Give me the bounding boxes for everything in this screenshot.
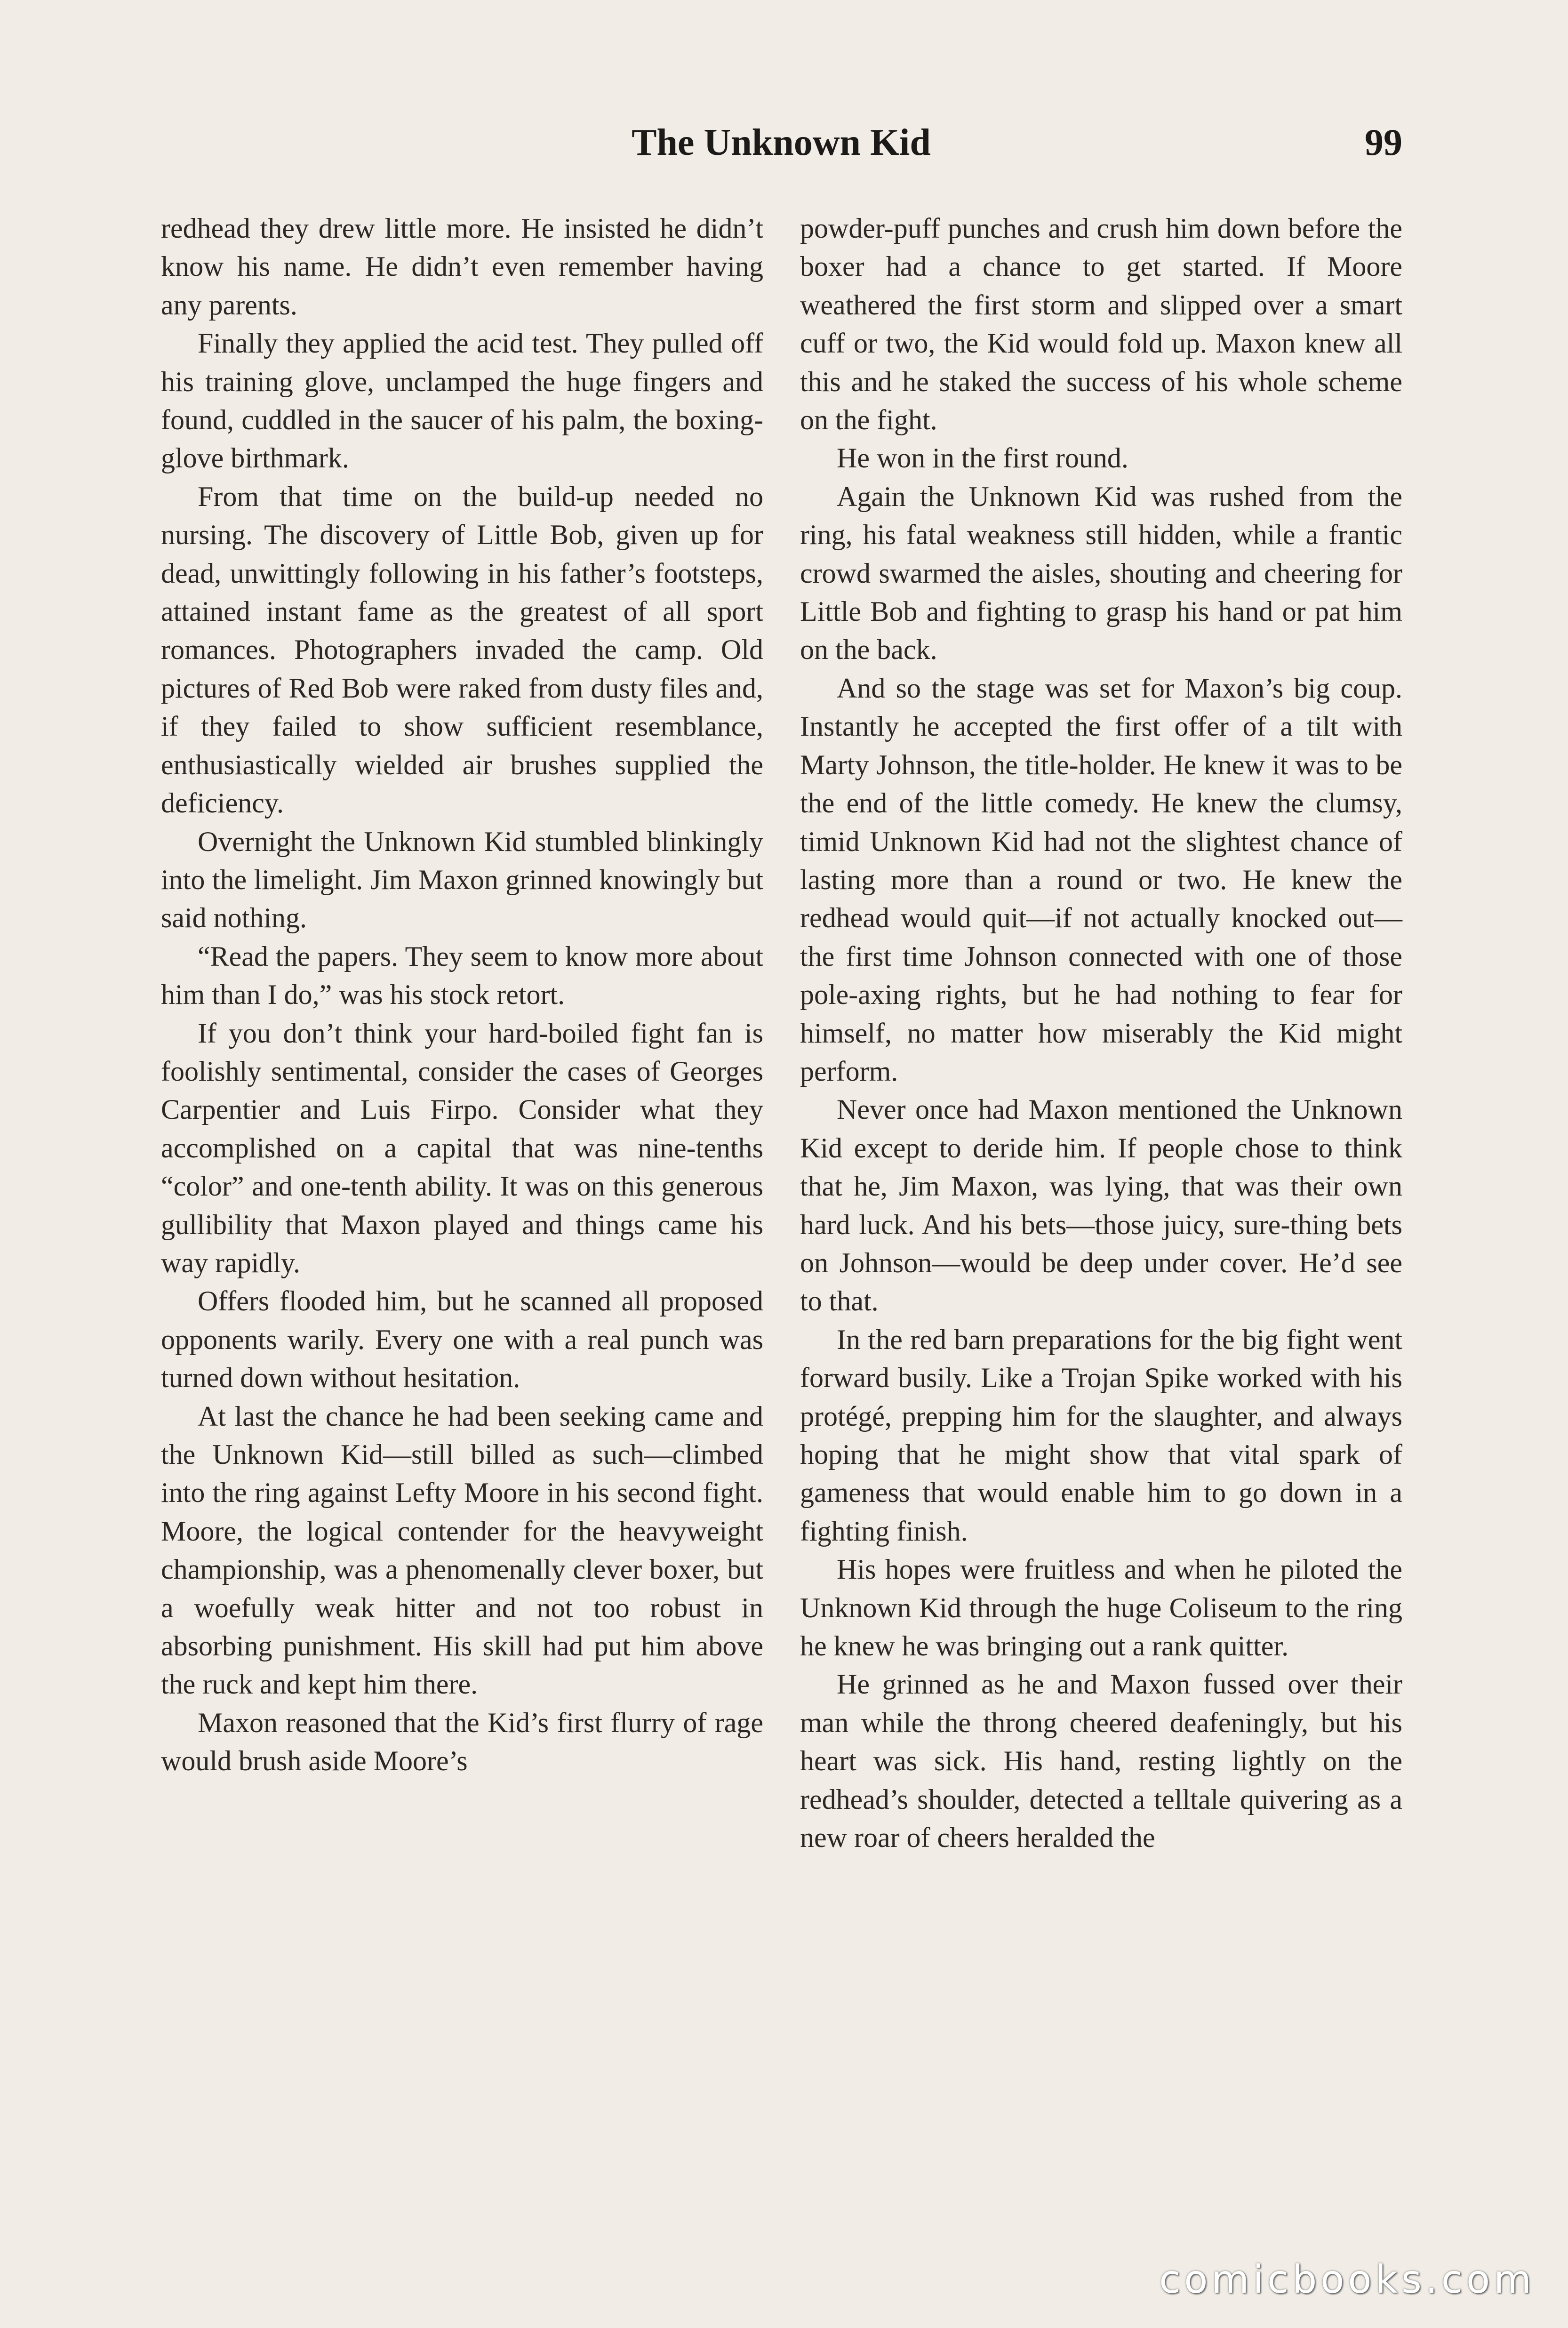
paragraph: And so the stage was set for Maxon’s big coup. Instantly he accepted the first offer of a tilt with Marty Johnson, the title-holder. He knew it was to be the end of the little comedy. He knew the clumsy, timid Unknown Kid had not the slightest chance of lasting more than a round or two. He knew the redhead would quit—if not actually knocked out—the first time Johnson connected with one of those pole-axing rights, but he had nothing to fear for himself, no matter how miserably the Kid might perform.	[800, 672, 1402, 1087]
paragraph: He won in the first round.	[837, 442, 1128, 474]
paragraph: powder-puff punches and crush him down before the boxer had a chance to get started. If Moore weathered the first storm and slipped over a smart cuff or two, the Kid would fold up. Maxon knew all this and he staked the success of his whole scheme on the fight.	[800, 213, 1402, 436]
paragraph: Again the Unknown Kid was rushed from the ring, his fatal weakness still hidden, while a frantic crowd swarmed the aisles, shouting and cheering for Little Bob and fighting to grasp his hand or pat him on the back.	[800, 481, 1402, 666]
paragraph: Maxon reasoned that the Kid’s first flurry of rage would brush aside Moore’s	[161, 1707, 763, 1777]
page-number: 99	[1365, 122, 1402, 163]
paragraph: At last the chance he had been seeking came and the Unknown Kid—still billed as such—climbed into the ring against Lefty Moore in his second fight. Moore, the logical contender for the heavyweight championship, was a phenomenally clever boxer, but a woefully weak hitter and not too robust in absorbing punishment. His skill had put him above the ruck and kept him there.	[161, 1400, 763, 1700]
paragraph: In the red barn preparations for the big fight went forward busily. Like a Trojan Spike worked with his protégé, prepping him for the slaughter, and always hoping that he might show that vital spark of gameness that would enable him to go down in a fighting finish.	[800, 1324, 1402, 1547]
paragraph: From that time on the build-up needed no nursing. The discovery of Little Bob, given up for dead, unwittingly following in his father’s footsteps, attained instant fame as the greatest of all sport romances. Photographers invaded the camp. Old pictures of Red Bob were raked from dusty files and, if they failed to show sufficient resemblance, enthusiastically wielded air brushes supplied the deficiency.	[161, 481, 763, 819]
paragraph: Never once had Maxon mentioned the Unknown Kid except to deride him. If people chose to think that he, Jim Maxon, was lying, that was their own hard luck. And his bets—those juicy, sure-thing bets on Johnson—would be deep under cover. He’d see to that.	[800, 1094, 1402, 1317]
paragraph: His hopes were fruitless and when he piloted the Unknown Kid through the huge Coliseum to the ring he knew he was bringing out a rank quitter.	[800, 1554, 1402, 1662]
paragraph: “Read the papers. They seem to know more about him than I do,” was his stock retort.	[161, 940, 763, 1011]
paragraph: If you don’t think your hard-boiled fight fan is foolishly sentimental, consider the cases of Georges Carpentier and Luis Firpo. Consider what they accomplished on a capital that was nine-tenths “color” and one-tenth ability. It was on this generous gullibility that Maxon played and things came his way rapidly.	[161, 1017, 763, 1278]
left-column	[161, 209, 763, 1781]
page-title: The Unknown Kid	[632, 122, 931, 163]
paragraph: redhead they drew little more. He insisted he didn’t know his name. He didn’t even remember having any parents.	[161, 213, 763, 321]
paragraph: He grinned as he and Maxon fussed over their man while the throng cheered deafeningly, but his heart was sick. His hand, resting lightly on the redhead’s shoulder, detected a telltale quivering as a new roar of cheers heralded the	[800, 1669, 1402, 1854]
paragraph: Overnight the Unknown Kid stumbled blinkingly into the limelight. Jim Maxon grinned knowingly but said nothing.	[161, 826, 763, 934]
watermark: comicbooks.com	[1159, 2257, 1535, 2302]
running-head	[160, 121, 1402, 183]
right-column	[800, 209, 1402, 1857]
paragraph: Offers flooded him, but he scanned all proposed opponents warily. Every one with a real punch was turned down without hesitation.	[161, 1285, 763, 1394]
paragraph: Finally they applied the acid test. They pulled off his training glove, unclamped the huge fingers and found, cuddled in the saucer of his palm, the boxing-glove birthmark.	[161, 328, 763, 474]
